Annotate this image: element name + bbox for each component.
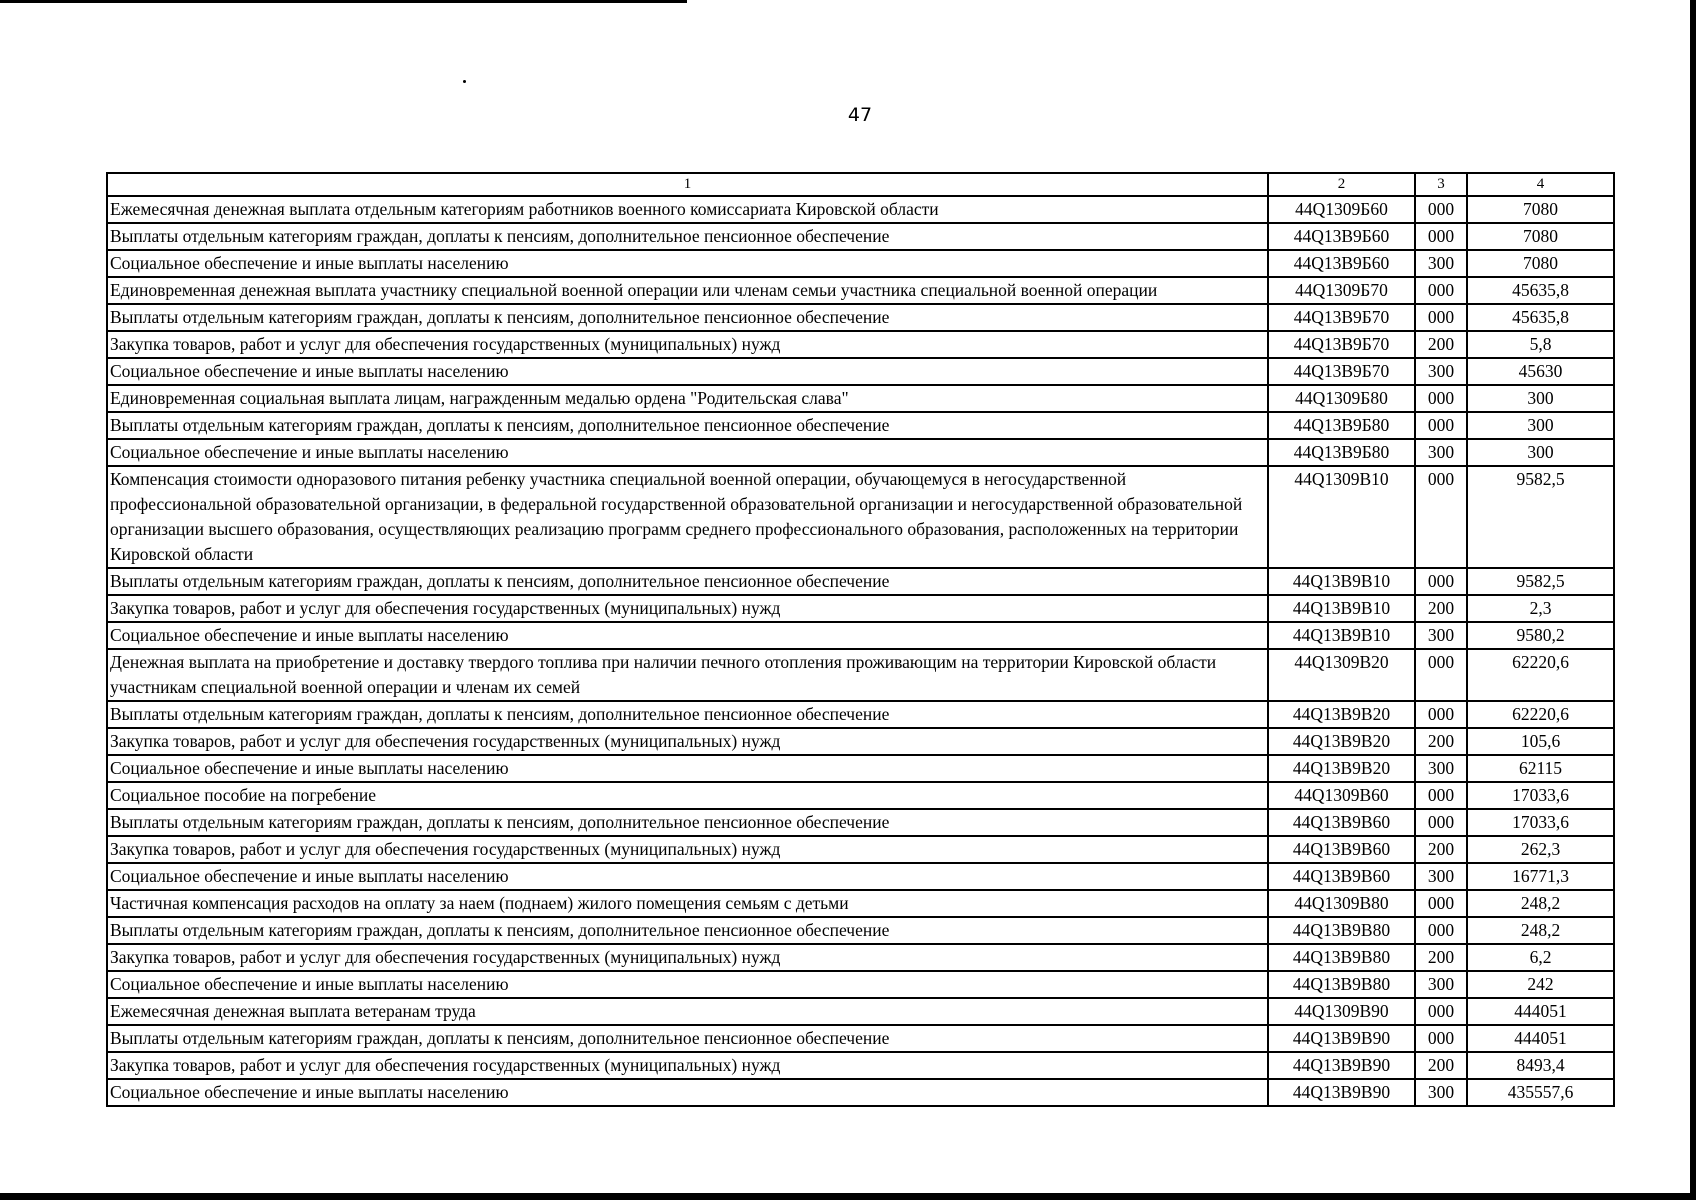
row-code-cell: 44Q13B9Б60 bbox=[1268, 223, 1415, 250]
right-scan-edge bbox=[1690, 0, 1696, 1200]
row-name-cell: Закупка товаров, работ и услуг для обеспечения государственных (муниципальных) нужд bbox=[107, 331, 1268, 358]
row-type-cell: 300 bbox=[1415, 1079, 1467, 1106]
row-type-cell: 300 bbox=[1415, 755, 1467, 782]
row-type-cell: 300 bbox=[1415, 863, 1467, 890]
row-amount-cell: 300 bbox=[1467, 385, 1614, 412]
row-type-cell: 000 bbox=[1415, 782, 1467, 809]
row-code-cell: 44Q1309Б70 bbox=[1268, 277, 1415, 304]
row-amount-cell: 9580,2 bbox=[1467, 622, 1614, 649]
table-row bbox=[107, 890, 1614, 917]
table-row bbox=[107, 412, 1614, 439]
row-code-cell: 44Q1309Б80 bbox=[1268, 385, 1415, 412]
row-code-cell: 44Q13B9B90 bbox=[1268, 1052, 1415, 1079]
row-amount-cell: 8493,4 bbox=[1467, 1052, 1614, 1079]
row-name-cell: Социальное пособие на погребение bbox=[107, 782, 1268, 809]
table-header-row bbox=[107, 173, 1614, 196]
row-name-cell: Денежная выплата на приобретение и доставку твердого топлива при наличии печного отопления проживающим на территории Кировской области участникам специальной военной операции и членам их семей bbox=[107, 649, 1268, 701]
row-code-cell: 44Q1309B20 bbox=[1268, 649, 1415, 701]
row-name-cell: Выплаты отдельным категориям граждан, доплаты к пенсиям, дополнительное пенсионное обеспечение bbox=[107, 917, 1268, 944]
row-name-cell: Закупка товаров, работ и услуг для обеспечения государственных (муниципальных) нужд bbox=[107, 595, 1268, 622]
table-body bbox=[107, 196, 1614, 1106]
row-amount-cell: 17033,6 bbox=[1467, 782, 1614, 809]
row-code-cell: 44Q13B9B10 bbox=[1268, 622, 1415, 649]
row-name-cell: Закупка товаров, работ и услуг для обеспечения государственных (муниципальных) нужд bbox=[107, 728, 1268, 755]
table-row bbox=[107, 755, 1614, 782]
row-amount-cell: 62115 bbox=[1467, 755, 1614, 782]
row-code-cell: 44Q13B9B80 bbox=[1268, 917, 1415, 944]
row-name-cell: Выплаты отдельным категориям граждан, доплаты к пенсиям, дополнительное пенсионное обеспечение bbox=[107, 1025, 1268, 1052]
row-name-cell: Выплаты отдельным категориям граждан, доплаты к пенсиям, дополнительное пенсионное обеспечение bbox=[107, 701, 1268, 728]
row-name-cell: Компенсация стоимости одноразового питания ребенку участника специальной военной операции, обучающемуся в негосударственной профессиональной образовательной организации, в федеральной государственной образовательной организации и негосударственной образовательной организации высшего образования, осуществляющих реализацию программ среднего профессионального образования, расположенных на территории Кировской области bbox=[107, 466, 1268, 568]
row-amount-cell: 9582,5 bbox=[1467, 568, 1614, 595]
table-row bbox=[107, 836, 1614, 863]
row-name-cell: Единовременная социальная выплата лицам, награжденным медалью ордена "Родительская слава" bbox=[107, 385, 1268, 412]
row-type-cell: 000 bbox=[1415, 998, 1467, 1025]
row-name-cell: Социальное обеспечение и иные выплаты населению bbox=[107, 358, 1268, 385]
row-amount-cell: 2,3 bbox=[1467, 595, 1614, 622]
row-name-cell: Выплаты отдельным категориям граждан, доплаты к пенсиям, дополнительное пенсионное обеспечение bbox=[107, 568, 1268, 595]
row-code-cell: 44Q13B9Б60 bbox=[1268, 250, 1415, 277]
row-code-cell: 44Q1309B60 bbox=[1268, 782, 1415, 809]
row-amount-cell: 45630 bbox=[1467, 358, 1614, 385]
row-code-cell: 44Q13B9B60 bbox=[1268, 836, 1415, 863]
row-type-cell: 200 bbox=[1415, 728, 1467, 755]
row-code-cell: 44Q1309B10 bbox=[1268, 466, 1415, 568]
row-amount-cell: 7080 bbox=[1467, 223, 1614, 250]
row-code-cell: 44Q13B9Б80 bbox=[1268, 412, 1415, 439]
row-type-cell: 300 bbox=[1415, 358, 1467, 385]
row-name-cell: Выплаты отдельным категориям граждан, доплаты к пенсиям, дополнительное пенсионное обеспечение bbox=[107, 304, 1268, 331]
table-row bbox=[107, 1025, 1614, 1052]
table-row bbox=[107, 331, 1614, 358]
table-row bbox=[107, 358, 1614, 385]
row-code-cell: 44Q13B9Б70 bbox=[1268, 331, 1415, 358]
row-amount-cell: 444051 bbox=[1467, 998, 1614, 1025]
row-name-cell: Социальное обеспечение и иные выплаты населению bbox=[107, 622, 1268, 649]
row-amount-cell: 300 bbox=[1467, 412, 1614, 439]
row-code-cell: 44Q13B9B10 bbox=[1268, 568, 1415, 595]
row-name-cell: Выплаты отдельным категориям граждан, доплаты к пенсиям, дополнительное пенсионное обеспечение bbox=[107, 412, 1268, 439]
row-amount-cell: 7080 bbox=[1467, 196, 1614, 223]
row-amount-cell: 262,3 bbox=[1467, 836, 1614, 863]
row-name-cell: Частичная компенсация расходов на оплату за наем (поднаем) жилого помещения семьям с детьми bbox=[107, 890, 1268, 917]
row-type-cell: 200 bbox=[1415, 331, 1467, 358]
row-amount-cell: 5,8 bbox=[1467, 331, 1614, 358]
row-code-cell: 44Q13B9B20 bbox=[1268, 701, 1415, 728]
table-row bbox=[107, 385, 1614, 412]
row-type-cell: 200 bbox=[1415, 595, 1467, 622]
row-code-cell: 44Q13B9B90 bbox=[1268, 1025, 1415, 1052]
row-type-cell: 000 bbox=[1415, 385, 1467, 412]
row-code-cell: 44Q13B9B60 bbox=[1268, 809, 1415, 836]
top-scan-rule bbox=[0, 0, 687, 3]
header-cell-type: 3 bbox=[1415, 173, 1467, 196]
row-type-cell: 000 bbox=[1415, 196, 1467, 223]
row-amount-cell: 6,2 bbox=[1467, 944, 1614, 971]
row-name-cell: Социальное обеспечение и иные выплаты населению bbox=[107, 250, 1268, 277]
table-row bbox=[107, 701, 1614, 728]
row-name-cell: Социальное обеспечение и иные выплаты населению bbox=[107, 755, 1268, 782]
row-amount-cell: 17033,6 bbox=[1467, 809, 1614, 836]
row-type-cell: 200 bbox=[1415, 836, 1467, 863]
row-type-cell: 000 bbox=[1415, 304, 1467, 331]
table-row bbox=[107, 917, 1614, 944]
row-type-cell: 300 bbox=[1415, 971, 1467, 998]
row-name-cell: Закупка товаров, работ и услуг для обеспечения государственных (муниципальных) нужд bbox=[107, 836, 1268, 863]
row-type-cell: 000 bbox=[1415, 890, 1467, 917]
row-amount-cell: 435557,6 bbox=[1467, 1079, 1614, 1106]
bottom-scan-edge bbox=[0, 1193, 1696, 1200]
row-amount-cell: 248,2 bbox=[1467, 890, 1614, 917]
row-name-cell: Единовременная денежная выплата участнику специальной военной операции или членам семьи участника специальной военной операции bbox=[107, 277, 1268, 304]
row-code-cell: 44Q13B9B20 bbox=[1268, 755, 1415, 782]
table-row bbox=[107, 649, 1614, 701]
table-row bbox=[107, 971, 1614, 998]
row-code-cell: 44Q1309Б60 bbox=[1268, 196, 1415, 223]
row-name-cell: Выплаты отдельным категориям граждан, доплаты к пенсиям, дополнительное пенсионное обеспечение bbox=[107, 223, 1268, 250]
table-row bbox=[107, 595, 1614, 622]
row-amount-cell: 105,6 bbox=[1467, 728, 1614, 755]
row-type-cell: 000 bbox=[1415, 466, 1467, 568]
row-code-cell: 44Q13B9Б80 bbox=[1268, 439, 1415, 466]
table-row bbox=[107, 809, 1614, 836]
row-code-cell: 44Q13B9B60 bbox=[1268, 863, 1415, 890]
row-type-cell: 000 bbox=[1415, 412, 1467, 439]
row-amount-cell: 242 bbox=[1467, 971, 1614, 998]
table-row bbox=[107, 304, 1614, 331]
row-name-cell: Закупка товаров, работ и услуг для обеспечения государственных (муниципальных) нужд bbox=[107, 1052, 1268, 1079]
row-code-cell: 44Q13B9B90 bbox=[1268, 1079, 1415, 1106]
row-amount-cell: 248,2 bbox=[1467, 917, 1614, 944]
row-name-cell: Социальное обеспечение и иные выплаты населению bbox=[107, 863, 1268, 890]
row-amount-cell: 62220,6 bbox=[1467, 649, 1614, 701]
row-amount-cell: 45635,8 bbox=[1467, 304, 1614, 331]
table-row bbox=[107, 277, 1614, 304]
header-cell-amount: 4 bbox=[1467, 173, 1614, 196]
row-type-cell: 000 bbox=[1415, 649, 1467, 701]
table-row bbox=[107, 1079, 1614, 1106]
table-row bbox=[107, 944, 1614, 971]
row-type-cell: 000 bbox=[1415, 223, 1467, 250]
header-cell-code: 2 bbox=[1268, 173, 1415, 196]
row-code-cell: 44Q13B9B80 bbox=[1268, 971, 1415, 998]
row-type-cell: 300 bbox=[1415, 250, 1467, 277]
row-amount-cell: 7080 bbox=[1467, 250, 1614, 277]
row-amount-cell: 444051 bbox=[1467, 1025, 1614, 1052]
row-type-cell: 000 bbox=[1415, 917, 1467, 944]
table-row bbox=[107, 439, 1614, 466]
row-amount-cell: 62220,6 bbox=[1467, 701, 1614, 728]
row-amount-cell: 45635,8 bbox=[1467, 277, 1614, 304]
page-number: 47 bbox=[847, 104, 873, 126]
row-type-cell: 000 bbox=[1415, 701, 1467, 728]
table-row bbox=[107, 863, 1614, 890]
table-row bbox=[107, 223, 1614, 250]
budget-table bbox=[106, 172, 1615, 1107]
row-name-cell: Закупка товаров, работ и услуг для обеспечения государственных (муниципальных) нужд bbox=[107, 944, 1268, 971]
row-type-cell: 300 bbox=[1415, 622, 1467, 649]
table-row bbox=[107, 568, 1614, 595]
header-cell-name: 1 bbox=[107, 173, 1268, 196]
row-type-cell: 000 bbox=[1415, 568, 1467, 595]
row-code-cell: 44Q1309B90 bbox=[1268, 998, 1415, 1025]
row-name-cell: Социальное обеспечение и иные выплаты населению bbox=[107, 971, 1268, 998]
row-name-cell: Ежемесячная денежная выплата отдельным категориям работников военного комиссариата Кировской области bbox=[107, 196, 1268, 223]
row-code-cell: 44Q13B9B20 bbox=[1268, 728, 1415, 755]
row-amount-cell: 300 bbox=[1467, 439, 1614, 466]
row-code-cell: 44Q13B9Б70 bbox=[1268, 358, 1415, 385]
table-row bbox=[107, 466, 1614, 568]
table-row bbox=[107, 196, 1614, 223]
table-row bbox=[107, 728, 1614, 755]
scan-dot bbox=[463, 80, 466, 83]
table-row bbox=[107, 782, 1614, 809]
row-code-cell: 44Q13B9B10 bbox=[1268, 595, 1415, 622]
row-type-cell: 300 bbox=[1415, 439, 1467, 466]
row-name-cell: Ежемесячная денежная выплата ветеранам труда bbox=[107, 998, 1268, 1025]
table-row bbox=[107, 622, 1614, 649]
row-code-cell: 44Q13B9B80 bbox=[1268, 944, 1415, 971]
row-type-cell: 200 bbox=[1415, 1052, 1467, 1079]
row-type-cell: 000 bbox=[1415, 277, 1467, 304]
row-name-cell: Выплаты отдельным категориям граждан, доплаты к пенсиям, дополнительное пенсионное обеспечение bbox=[107, 809, 1268, 836]
row-amount-cell: 16771,3 bbox=[1467, 863, 1614, 890]
row-type-cell: 000 bbox=[1415, 809, 1467, 836]
row-amount-cell: 9582,5 bbox=[1467, 466, 1614, 568]
table-row bbox=[107, 998, 1614, 1025]
row-code-cell: 44Q13B9Б70 bbox=[1268, 304, 1415, 331]
row-type-cell: 000 bbox=[1415, 1025, 1467, 1052]
table-row bbox=[107, 250, 1614, 277]
table-row bbox=[107, 1052, 1614, 1079]
row-name-cell: Социальное обеспечение и иные выплаты населению bbox=[107, 439, 1268, 466]
row-name-cell: Социальное обеспечение и иные выплаты населению bbox=[107, 1079, 1268, 1106]
row-type-cell: 200 bbox=[1415, 944, 1467, 971]
row-code-cell: 44Q1309B80 bbox=[1268, 890, 1415, 917]
